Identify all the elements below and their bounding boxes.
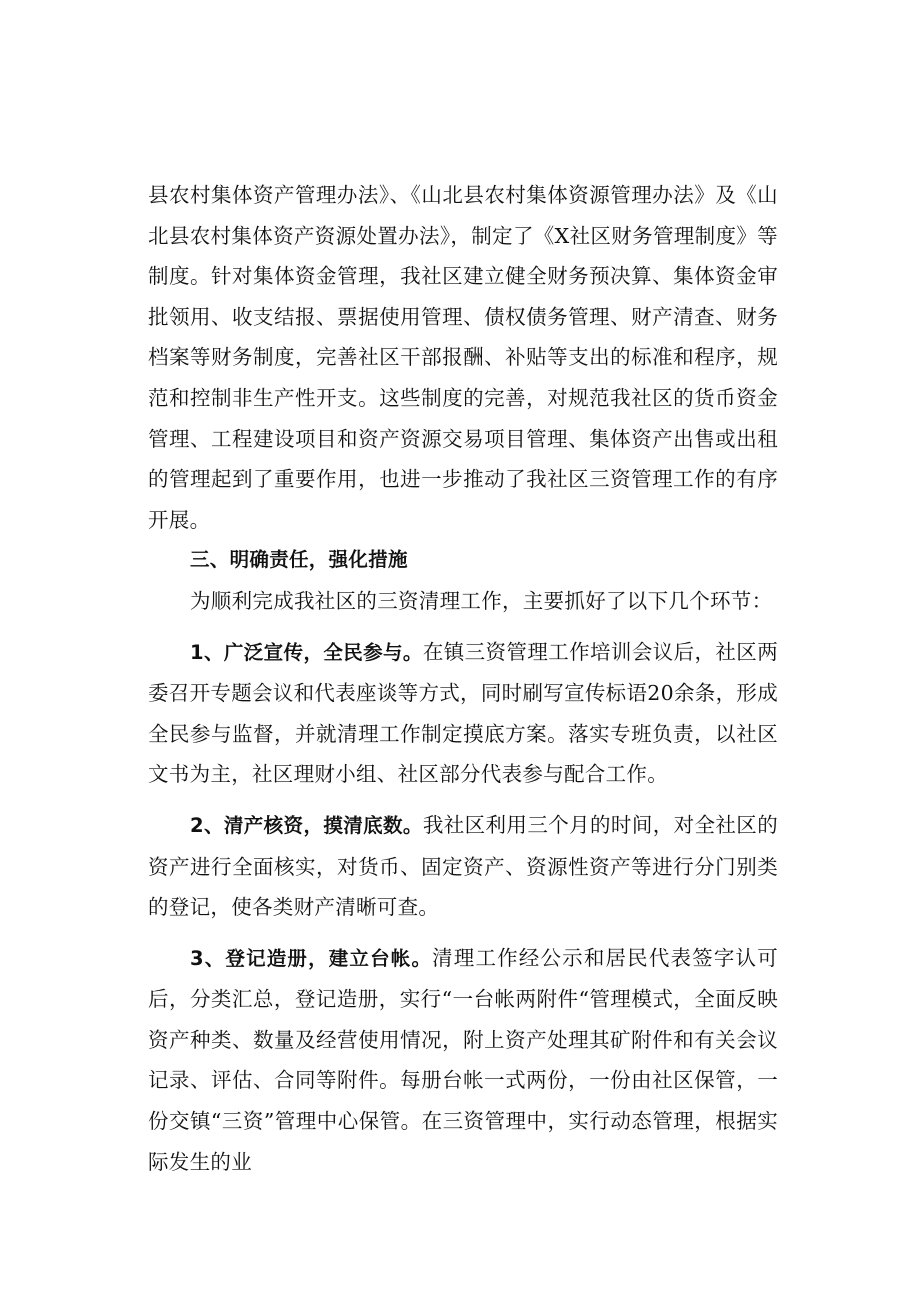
paragraph-intro: 为顺利完成我社区的三资清理工作，主要抓好了以下几个环节： [190,588,773,613]
list-item-ledger [148,938,778,1183]
paragraph-regulations: 县农村集体资产管理办法》、《山北县农村集体资源管理办法》及《山北县农村集体资产资源处置办法》，制定了《X社区财务管理制度》等制度。针对集体资金管理，我社区建立健全财务预决算、集体资金审批领用、收支结报、票据使用管理、债权债务管理、财产清查、财务档案等财务制度，完善社区干部报酬、补贴等支出的标准和程序，规范和控制非生产性开支。这些制度的完善，对规范我社区的货币资金管理、工程建设项目和资产资源交易项目管理、集体资产出售或出租的管理起到了重要作用，也进一步推动了我社区三资管理工作的有序开展。 [148,183,778,532]
list-item-text: 在镇三资管理工作培训会议后，社区两委召开专题会议和代表座谈等方式，同时刷写宣传标语20余条，形成全民参与监督，并就清理工作制定摸底方案。落实专班负责，以社区文书为主，社区理财小组、社区部分代表参与配合工作。 [148,639,778,787]
list-item-lead: 3、登记造册，建立台帐。 [190,946,433,970]
list-item-lead: 2、清产核资，摸清底数。 [190,813,423,837]
section-heading: 三、明确责任，强化措施 [190,548,408,572]
list-item-text: 清理工作经公示和居民代表签字认可后，分类汇总，登记造册，实行“一台帐两附件“管理模式，全面反映资产种类、数量及经营使用情况，附上资产处理其矿附件和有关会议记录、评估、合同等附件。每册台帐一式两份，一份由社区保管，一份交镇“三资”管理中心保管。在三资管理中，实行动态管理，根据实际发生的业 [148,945,778,1174]
list-item-asset-verification [148,805,778,928]
list-item-text: 我社区利用三个月的时间，对全社区的资产进行全面核实，对货币、固定资产、资源性资产等进行分门别类的登记，使各类财产清晰可查。 [148,812,778,920]
document-body [148,175,778,1182]
list-item-lead: 1、广泛宣传，全民参与。 [190,640,423,664]
list-item-publicity [148,632,778,795]
